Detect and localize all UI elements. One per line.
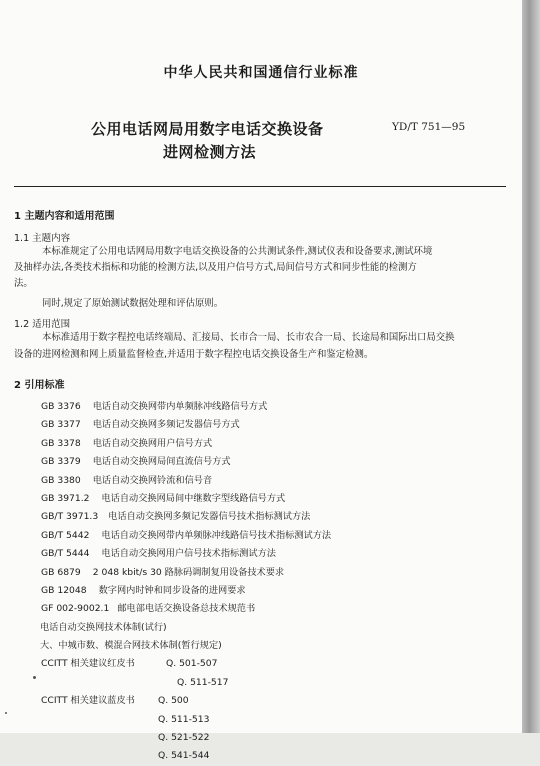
reference-code: GB/T 5442 (41, 529, 90, 541)
reference-item (41, 564, 331, 582)
reference-code: GB 3376 (41, 401, 81, 412)
reference-item (41, 582, 331, 600)
section1-1-heading: 1.1 主题内容 (14, 233, 71, 244)
reference-code: 电话自动交换网技术体制(试行) (40, 621, 167, 633)
reference-code: GF 002-9002.1 (41, 603, 110, 615)
reference-name: 电话自动交换网铃流和信号音 (92, 474, 213, 486)
reference-item (41, 453, 331, 471)
section1-2-para-line2: 设备的进网检测和网上质量监督检查,并适用于数字程控电话交换设备生产和鉴定检测。 (14, 349, 374, 360)
section2-heading: 2 引用标准 (14, 380, 65, 391)
reference-code: GB 3971.2 (41, 492, 90, 504)
reference-item (41, 490, 331, 508)
standard-code: YD/T 751—95 (392, 121, 466, 133)
reference-name: 电话自动交换网带内单频脉冲线路信号方式 (92, 401, 268, 412)
reference-item (41, 508, 331, 526)
reference-code: GB 6879 (41, 566, 81, 578)
reference-item (41, 747, 331, 765)
section1-1-para1-line1: 本标准规定了公用电话网局用数字电话交换设备的公共测试条件,测试仪表和设备要求,测试环境 (42, 246, 433, 257)
reference-code: GB/T 5444 (41, 548, 90, 560)
reference-name: 电话自动交换网局间直流信号方式 (92, 456, 231, 468)
reference-name: 数字网内时钟和同步设备的进网要求 (98, 584, 246, 596)
reference-name: 电话自动交换网多频记发器信号技术指标测试方法 (108, 511, 311, 523)
scan-speck (33, 676, 36, 679)
reference-name: 电话自动交换网多频记发器信号方式 (92, 419, 240, 431)
reference-name: 邮电部电话交换设备总技术规范书 (117, 603, 256, 615)
reference-name: 电话自动交换网用户信号方式 (92, 437, 213, 449)
reference-code: GB 3378 (41, 437, 81, 449)
reference-item (41, 655, 331, 673)
section1-1-para1-line2: 及抽样办法,各类技术指标和功能的检测方法,以及用户信号方式,局间信号方式和同步性能的检测方 (14, 262, 417, 273)
reference-item (41, 472, 331, 490)
section1-1-para1-line3: 法。 (14, 278, 33, 289)
reference-name: Q. 501-507 (166, 658, 218, 670)
referenced-standards-list (41, 398, 331, 766)
reference-item (40, 637, 331, 655)
reference-name: 电话自动交换网用户信号技术指标测试方法 (101, 548, 276, 560)
section1-2-heading: 1.2 适用范围 (14, 319, 71, 330)
header-divider (14, 186, 506, 187)
reference-item (41, 711, 331, 729)
reference-code: GB 3377 (41, 419, 81, 431)
reference-name: Q. 541-544 (158, 750, 210, 762)
section1-1-para2: 同时,规定了原始测试数据处理和评估原则。 (42, 298, 224, 309)
reference-item (41, 692, 331, 710)
reference-item (41, 545, 331, 563)
reference-code: CCITT 相关建议红皮书 (41, 658, 135, 670)
reference-name: 电话自动交换网局间中继数字型线路信号方式 (101, 492, 286, 504)
reference-code: GB/T 3971.3 (41, 511, 99, 523)
document-title-line2: 进网检测方法 (163, 143, 257, 161)
reference-name: Q. 500 (158, 695, 189, 707)
reference-name: 电话自动交换网带内单频脉冲线路信号技术指标测试方法 (101, 529, 332, 541)
reference-item (41, 729, 331, 747)
reference-code: GB 3379 (41, 456, 81, 468)
reference-name: Q. 511-513 (158, 713, 210, 725)
section1-heading: 1 主题内容和适用范围 (14, 211, 115, 222)
reference-item (41, 435, 331, 453)
reference-item (41, 674, 331, 692)
reference-name: Q. 511-517 (177, 676, 229, 688)
issuing-organization: 中华人民共和国通信行业标准 (163, 65, 359, 81)
scan-speck (5, 712, 7, 714)
reference-code: GB 12048 (41, 584, 87, 596)
reference-code: GB 3380 (41, 474, 81, 486)
document-title-line1: 公用电话网局用数字电话交换设备 (91, 120, 324, 138)
scan-page-edge (522, 0, 540, 733)
reference-code: CCITT 相关建议蓝皮书 (41, 695, 135, 707)
reference-item (41, 600, 331, 618)
reference-item (41, 398, 331, 416)
reference-item (40, 619, 331, 637)
reference-item (41, 416, 331, 434)
reference-name: 2 048 kbit/s 30 路脉码调制复用设备技术要求 (92, 566, 285, 578)
reference-item (41, 527, 331, 545)
section1-2-para-line1: 本标准适用于数字程控电话终端局、汇接局、长市合一局、长市农合一局、长途局和国际出口局交换 (42, 332, 455, 343)
reference-name: Q. 521-522 (158, 732, 210, 744)
reference-code: 大、中城市数、模混合网技术体制(暂行规定) (40, 640, 222, 652)
